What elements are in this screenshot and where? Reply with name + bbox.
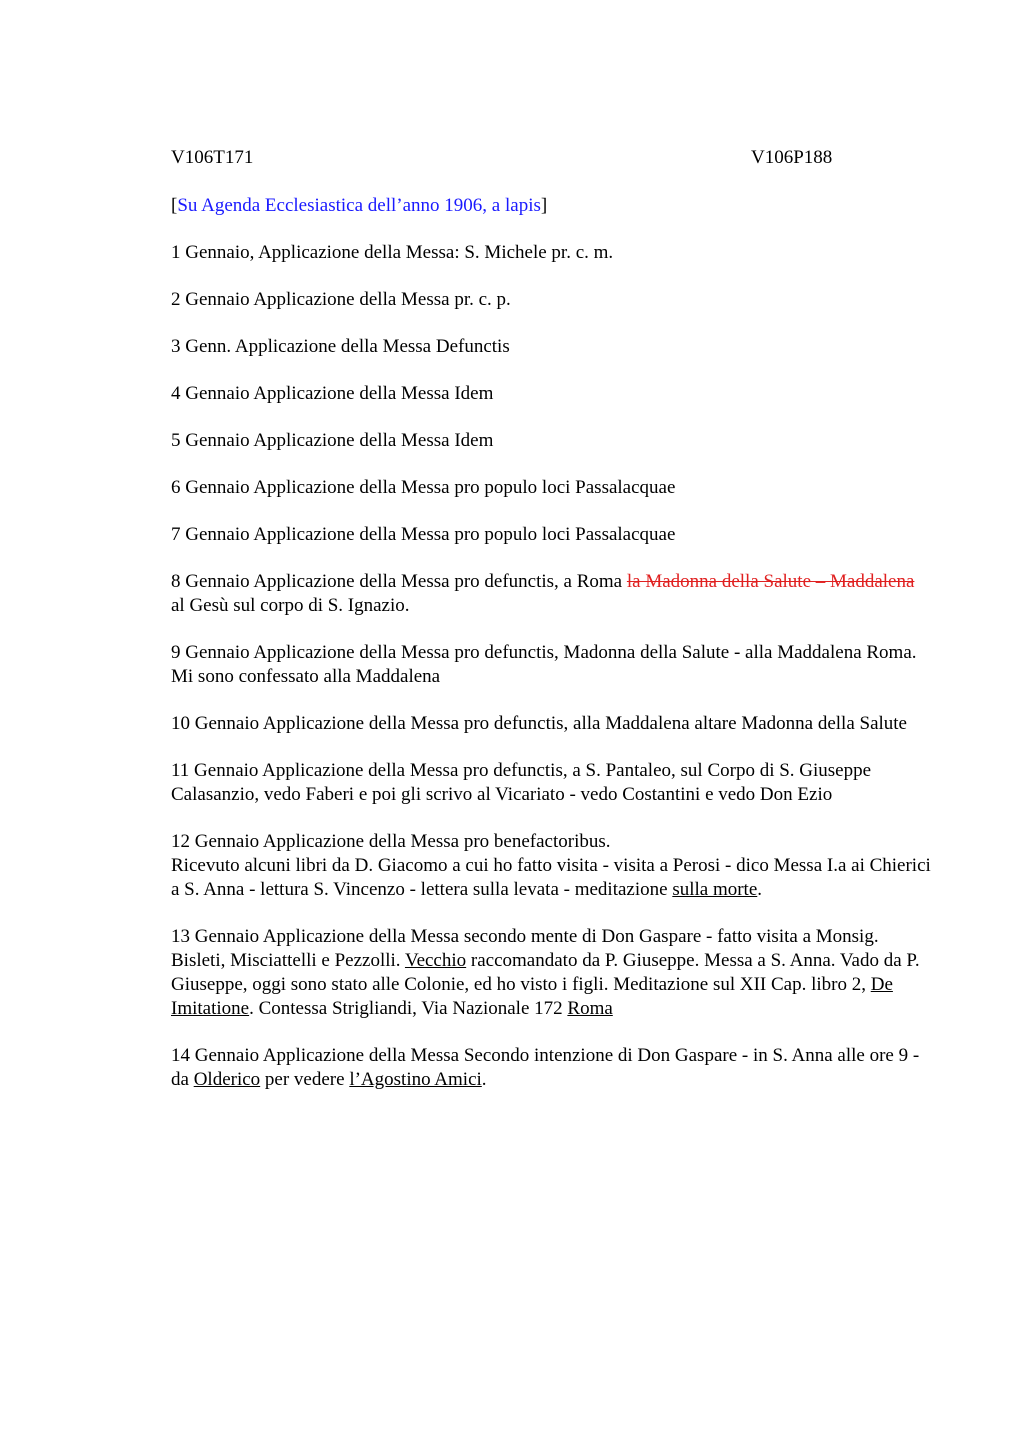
diary-entry-13	[171, 925, 931, 1021]
entry-14-underlined-1: Olderico	[193, 1069, 261, 1090]
diary-entry-14	[171, 1044, 931, 1092]
diary-entry-12	[171, 830, 931, 902]
diary-entry-2: 2 Gennaio Applicazione della Messa pr. c. p.	[171, 289, 511, 310]
entry-12-line-1: 12 Gennaio Applicazione della Messa pro benefactoribus.	[171, 831, 611, 852]
entry-12-underlined-1: sulla morte	[672, 879, 758, 900]
volume-page-code: V106P188	[751, 147, 833, 168]
entry-12-body	[171, 854, 931, 902]
entry-13-underlined-1: Vecchio	[404, 950, 467, 971]
entry-13-underlined-3: Roma	[567, 998, 613, 1019]
diary-entry-1: 1 Gennaio, Applicazione della Messa: S. Michele pr. c. m.	[171, 242, 614, 263]
entry-8-text-b: al Gesù sul corpo di S. Ignazio.	[171, 595, 410, 616]
entry-13-text-b: raccomandato da P. Giuseppe. Messa a S. Anna. Vado da P. Giuseppe, oggi sono stato alle Colonie, ed ho visto i figli. Meditazione sul XII Cap. libro 2,	[171, 950, 920, 995]
entry-14-underlined-2: l’Agostino Amici	[349, 1069, 482, 1090]
entry-13-underlined-2: De Imitatione	[171, 974, 893, 1019]
diary-entry-10: 10 Gennaio Applicazione della Messa pro defunctis, alla Maddalena altare Madonna della Salute	[171, 713, 907, 734]
diary-entry-8	[171, 570, 931, 618]
bracket-close: ]	[540, 195, 548, 216]
diary-entry-5: 5 Gennaio Applicazione della Messa Idem	[171, 430, 494, 451]
entry-12-text-a: Ricevuto alcuni libri da D. Giacomo a cui ho fatto visita - visita a Perosi - dico Messa I.a ai Chierici a S. Anna - lettura S. Vincenzo - lettera sulla levata - meditazione	[171, 855, 931, 900]
entry-8-deleted-text: la Madonna della Salute – Maddalena	[626, 571, 915, 592]
volume-text-code: V106T171	[171, 147, 254, 168]
entry-12-text-b: .	[757, 879, 763, 900]
entry-9-line-2: Mi sono confessato alla Maddalena	[171, 666, 441, 687]
diary-entry-4: 4 Gennaio Applicazione della Messa Idem	[171, 383, 494, 404]
diary-entry-6: 6 Gennaio Applicazione della Messa pro populo loci Passalacquae	[171, 477, 676, 498]
entry-14-text-a: 14 Gennaio Applicazione della Messa Secondo intenzione di Don Gaspare - in S. Anna alle ore 9 - da	[171, 1045, 920, 1090]
source-note	[171, 194, 931, 218]
source-note-text: Su Agenda Ecclesiastica dell’anno 1906, a lapis	[177, 195, 541, 216]
diary-entry-7: 7 Gennaio Applicazione della Messa pro populo loci Passalacquae	[171, 524, 676, 545]
entry-13-text-c: . Contessa Strigliandi, Via Nazionale 172	[249, 998, 568, 1019]
entry-9-line-1: 9 Gennaio Applicazione della Messa pro defunctis, Madonna della Salute - alla Maddalena Roma.	[171, 642, 917, 663]
diary-entry-9	[171, 641, 931, 689]
entry-8-text-a: 8 Gennaio Applicazione della Messa pro defunctis, a Roma	[171, 571, 627, 592]
diary-entry-3: 3 Genn. Applicazione della Messa Defunctis	[171, 336, 510, 357]
entry-13-text-a: 13 Gennaio Applicazione della Messa secondo mente di Don Gaspare - fatto visita a Monsig. Bisleti, Misciattelli e Pezzolli.	[171, 926, 879, 971]
entry-14-text-c: .	[481, 1069, 487, 1090]
bracket-open: [	[171, 195, 178, 216]
entry-14-text-b: per vedere	[260, 1069, 350, 1090]
diary-entry-11: 11 Gennaio Applicazione della Messa pro defunctis, a S. Pantaleo, sul Corpo di S. Giuseppe Calasanzio, vedo Faberi e poi gli scrivo al Vicariato - vedo Costantini e vedo Don Ezio	[171, 760, 872, 805]
document-page	[171, 146, 931, 1092]
document-header	[171, 146, 931, 170]
